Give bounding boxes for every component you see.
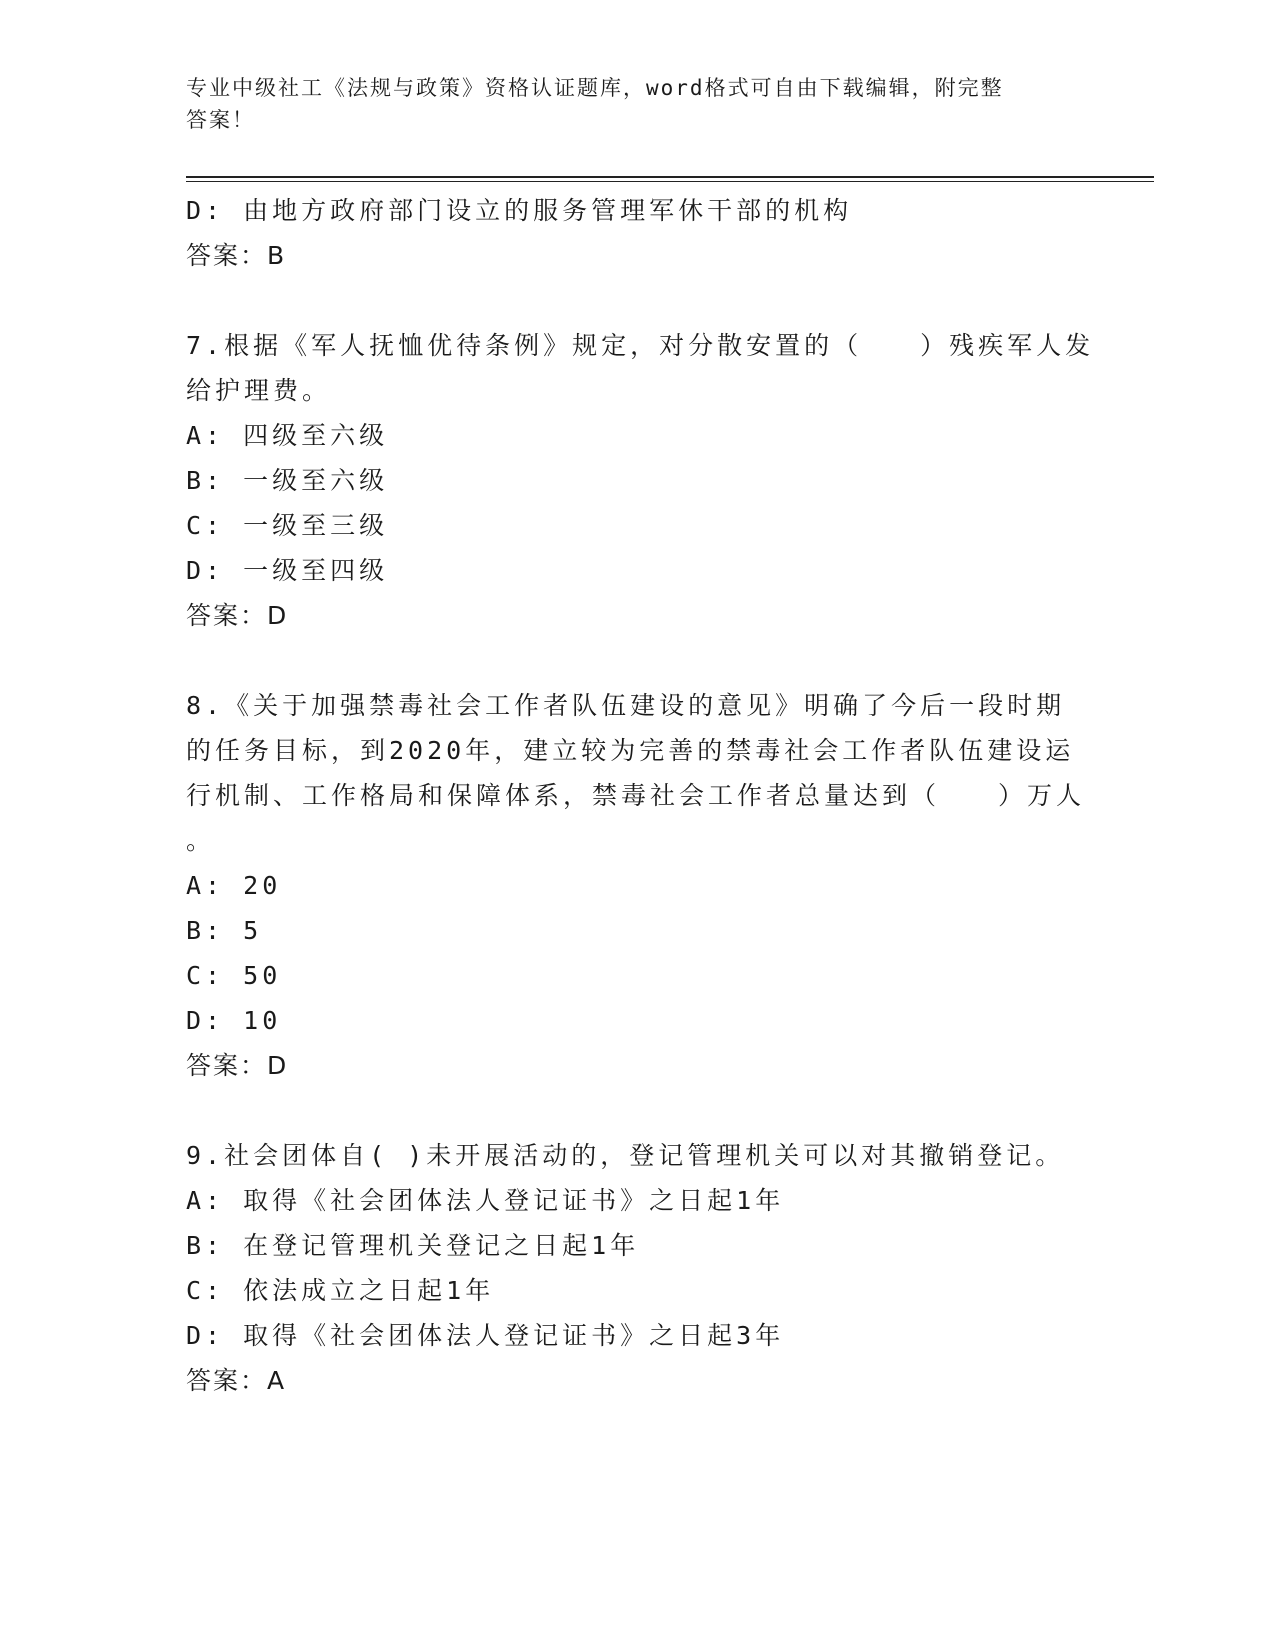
option-d: D: 取得《社会团体法人登记证书》之日起3年	[186, 1321, 785, 1350]
answer-line: 答案：D	[186, 601, 289, 630]
question-stem: 8.《关于加强禁毒社会工作者队伍建设的意见》明确了今后一段时期	[186, 691, 1066, 720]
spacer	[186, 639, 1086, 683]
option-d: D: 由地方政府部门设立的服务管理军休干部的机构	[186, 196, 853, 225]
option-c: C: 50	[186, 961, 282, 990]
question-8	[186, 683, 1086, 1089]
option-b: B: 5	[186, 916, 263, 945]
option-d: D: 一级至四级	[186, 556, 389, 585]
question-stem: 的任务目标，到2020年，建立较为完善的禁毒社会工作者队伍建设运	[186, 736, 1075, 765]
answer-line: 答案：D	[186, 1051, 289, 1080]
spacer	[186, 279, 1086, 323]
answer-line: 答案：B	[186, 241, 287, 270]
answer-line: 答案：A	[186, 1366, 287, 1395]
header-rule-thin	[186, 181, 1154, 182]
previous-question-tail	[186, 188, 1086, 279]
option-c: C: 依法成立之日起1年	[186, 1276, 495, 1305]
spacer	[186, 1089, 1086, 1133]
question-stem: 。	[186, 826, 216, 855]
option-c: C: 一级至三级	[186, 511, 389, 540]
question-stem: 行机制、工作格局和保障体系，禁毒社会工作者总量达到（ ）万人	[186, 781, 1086, 810]
question-7	[186, 323, 1095, 639]
option-a: A: 取得《社会团体法人登记证书》之日起1年	[186, 1186, 785, 1215]
header-line-1: 专业中级社工《法规与政策》资格认证题库，word格式可自由下载编辑，附完整	[186, 76, 1004, 100]
header-rule-thick	[186, 176, 1154, 178]
option-b: B: 一级至六级	[186, 466, 389, 495]
option-b: B: 在登记管理机关登记之日起1年	[186, 1231, 640, 1260]
header-line-2: 答案！	[186, 108, 255, 132]
question-stem: 7.根据《军人抚恤优待条例》规定，对分散安置的（ ）残疾军人发	[186, 331, 1095, 360]
document-header	[186, 72, 1066, 136]
question-9	[186, 1133, 1086, 1404]
question-stem: 给护理费。	[186, 376, 332, 405]
option-a: A: 20	[186, 871, 282, 900]
option-d: D: 10	[186, 1006, 282, 1035]
question-content	[186, 188, 1095, 1404]
question-stem: 9.社会团体自( )未开展活动的，登记管理机关可以对其撤销登记。	[186, 1141, 1065, 1170]
option-a: A: 四级至六级	[186, 421, 389, 450]
